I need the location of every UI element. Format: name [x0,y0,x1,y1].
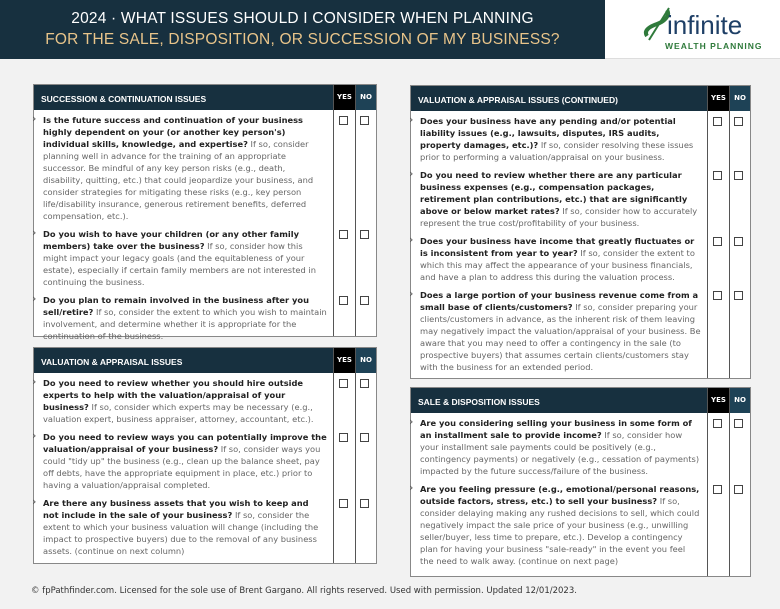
no-checkbox[interactable] [360,433,369,442]
question-item [43,377,327,425]
yes-checkbox[interactable] [339,433,348,442]
question-text: Does your business have any pending and/or potential liability issues (e.g., lawsuits, disputes, IRS audits, property damages, etc.)? [420,116,676,150]
guidance-text: If so, consider preparing your clients/customers in advance, as the inherent risk of them leaving may negatively impact the valuation/appraisal of your business. Be aware that you may need to offer a contingency in the sale (to prospective buyers) that assumes certain clients/customers stay with the business for an extended period. [420,302,701,372]
question-text: Do you need to review whether you should hire outside experts to help with the valuation/appraisal of your business? [43,378,304,412]
section-title: SALE & DISPOSITION ISSUES [418,397,540,407]
yes-checkbox[interactable] [339,116,348,125]
guidance-text: If so, consider the extent to which your business valuation will change (including the impact to prospective buyers) due to the removal of any business assets. (continue on next column) [43,510,319,556]
yes-checkbox[interactable] [339,499,348,508]
footer-copyright: © fpPathfinder.com. Licensed for the sole use of Brent Gargano. All rights reserved. Used with permission. Updated 12/01/2023. [31,586,577,596]
yes-column-header: YES [333,348,355,373]
section-header [34,348,376,373]
no-column-header: NO [729,86,750,111]
guidance-text: If so, consider how your installment sale payments could be positively (e.g., contingency payments) or negatively (e.g., cessation of payments) impacted by the future success/failure of the business. [420,430,700,476]
question-text: Does your business have income that greatly fluctuates or is inconsistent from year to year? [420,236,695,258]
question-text: Are there any business assets that you wish to keep and not include in the sale of your business? [43,498,309,520]
question-item [420,235,701,283]
yes-checkbox[interactable] [339,296,348,305]
yes-checkbox[interactable] [713,117,722,126]
no-checkbox[interactable] [734,171,743,180]
section-title: VALUATION & APPRAISAL ISSUES [41,357,183,367]
question-item [420,417,701,477]
section-header [34,85,376,110]
yes-column-header: YES [707,388,729,413]
question-text: Are you considering selling your business in some form of an installment sale to provide income? [420,418,692,440]
logo [605,0,780,59]
question-item [420,115,701,163]
guidance-text: If so, consider the extent to which you wish to maintain involvement, and determine whether it is appropriate for the continuation of the business. [43,307,327,341]
guidance-text: If so, consider which experts may be necessary (e.g., valuation expert, business appraiser, attorney, accountant, etc.). [43,402,314,424]
no-checkbox[interactable] [734,419,743,428]
section-header [411,388,750,413]
title-line-1: 2024 · WHAT ISSUES SHOULD I CONSIDER WHEN PLANNING [71,10,534,27]
question-item [43,114,327,222]
question-text: Are you feeling pressure (e.g., emotional/personal reasons, outside factors, stress, etc.) to sell your business? [420,484,700,506]
yes-checkbox[interactable] [339,379,348,388]
section-3 [410,387,751,577]
yes-checkbox[interactable] [713,237,722,246]
guidance-text: If so, consider resolving these issues prior to performing a valuation/appraisal on your business. [420,140,694,162]
no-checkbox[interactable] [360,499,369,508]
yes-checkbox[interactable] [713,419,722,428]
section-header [411,86,750,111]
question-text: Does a large portion of your business revenue come from a small base of clients/customers? [420,290,699,312]
question-text: Is the future success and continuation of your business highly dependent on your (or another key person's) individual skills, knowledge, and expertise? [43,115,303,149]
page-header [0,0,605,59]
yes-checkbox[interactable] [339,230,348,239]
question-text: Do you plan to remain involved in the business after you sell/retire? [43,295,310,317]
question-item [43,431,327,491]
no-column-header: NO [355,348,376,373]
no-column-header: NO [729,388,750,413]
logo-subtitle: WEALTH PLANNING [665,41,763,51]
section-title: SUCCESSION & CONTINUATION ISSUES [41,94,207,104]
question-text: Do you need to review ways you can potentially improve the valuation/appraisal of your business? [43,432,327,454]
guidance-text: If so, consider delaying making any rushed decisions to sell, which could negatively impact the sale price of your business (e.g., unwilling seller/buyer, less time to prepare, etc.). Develop a contingency plan for having your business "sale-ready" in the event you feel the need to walk away. (continue on next page) [420,496,700,566]
yes-checkbox[interactable] [713,291,722,300]
question-item [420,289,701,373]
guidance-text: If so, consider how to accurately represent the true cost/profitability of your business. [420,206,698,228]
no-checkbox[interactable] [734,237,743,246]
section-0 [33,84,377,341]
logo-name: infinite [667,10,743,40]
question-item [420,483,701,567]
no-checkbox[interactable] [360,230,369,239]
no-column-header: NO [355,85,376,110]
yes-checkbox[interactable] [713,171,722,180]
no-checkbox[interactable] [734,485,743,494]
no-checkbox[interactable] [734,291,743,300]
no-checkbox[interactable] [360,379,369,388]
section-2 [410,85,751,379]
question-text: Do you need to review whether there are any particular business expenses (e.g., compensation packages, retirement plan contributions, etc.) that are significantly above or below market rates? [420,170,688,216]
yes-checkbox[interactable] [713,485,722,494]
yes-column-header: YES [333,85,355,110]
yes-column-header: YES [707,86,729,111]
no-checkbox[interactable] [734,117,743,126]
guidance-text: If so, consider how this might impact your legacy goals (and the equitableness of your estate), especially if certain family members are not interested in continuing the business. [43,241,316,287]
guidance-text: If so, consider ways you could "tidy up" the business (e.g., clean up the balance sheet, pay off debts, have the appropriate equipment in place, etc.) prior to having a valuation/appraisal completed. [43,444,321,490]
title-line-2: FOR THE SALE, DISPOSITION, OR SUCCESSION OF MY BUSINESS? [45,31,560,48]
guidance-text: If so, consider the extent to which this may affect the appearance of your business financials, and have a plan to address this during the valuation process. [420,248,695,282]
question-item [43,497,327,557]
guidance-text: If so, consider planning well in advance for the training of an appropriate successor. Be mindful of any key person risks (e.g., death, disability, quitting, etc.) that could jeopardize your business, and consider strategies for mitigating these risks (e.g., key person life/disability insurance, generous retirement benefits, deferred compensation, etc.). [43,139,314,221]
no-checkbox[interactable] [360,116,369,125]
question-text: Do you wish to have your children (or any other family members) take over the business? [43,229,299,251]
section-title: VALUATION & APPRAISAL ISSUES (CONTINUED) [418,95,618,105]
question-item [420,169,701,229]
question-item [43,228,327,288]
question-item [43,294,327,342]
section-1 [33,347,377,564]
no-checkbox[interactable] [360,296,369,305]
